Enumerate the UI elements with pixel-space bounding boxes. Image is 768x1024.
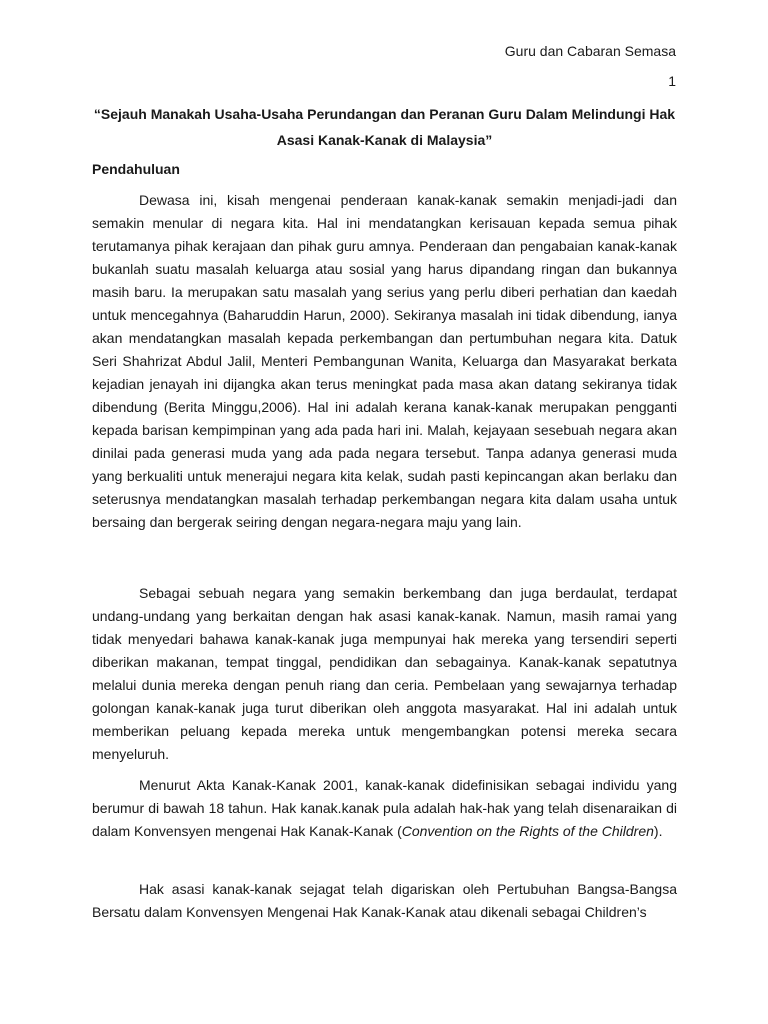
- page-number: 1: [668, 73, 676, 89]
- body-paragraph: [92, 774, 677, 843]
- running-header-title: Guru dan Cabaran Semasa: [504, 43, 676, 59]
- paragraph-text: ).: [653, 823, 663, 839]
- italic-citation: Convention on the Rights of the Children: [401, 823, 654, 839]
- paragraph-text: Menurut Akta Kanak-Kanak 2001, kanak-kanak didefinisikan sebagai individu yang berumur di bawah 18 tahun. Hak kanak.kanak pula adalah hak-hak yang telah disenaraikan di dalam Konvensyen mengenai Hak Kanak-Kanak (: [92, 777, 677, 839]
- document-title: “Sejauh Manakah Usaha-Usaha Perundangan dan Peranan Guru Dalam Melindungi Hak Asasi Kanak-Kanak di Malaysia”: [93, 106, 676, 148]
- body-paragraph: Dewasa ini, kisah mengenai penderaan kanak-kanak semakin menjadi-jadi dan semakin menular di negara kita. Hal ini mendatangkan kerisauan kepada semua pihak terutamanya pihak kerajaan dan pihak guru amnya. Penderaan dan pengabaian kanak-kanak bukanlah suatu masalah keluarga atau sosial yang harus dipandang ringan dan bukannya masih baru. Ia merupakan satu masalah yang serius yang perlu diberi perhatian dan kaedah untuk mencegahnya (Baharuddin Harun, 2000). Sekiranya masalah ini tidak dibendung, ianya akan mendatangkan masalah kepada perkembangan dan pertumbuhan negara kita. Datuk Seri Shahrizat Abdul Jalil, Menteri Pembangunan Wanita, Keluarga dan Masyarakat berkata kejadian jenayah ini dijangka akan terus meningkat pada masa akan datang sekiranya tidak dibendung (Berita Minggu,2006). Hal ini adalah kerana kanak-kanak merupakan pengganti kepada barisan kempimpinan yang ada pada hari ini. Malah, kejayaan sesebuah negara akan dinilai pada generasi muda yang ada pada negara tersebut. Tanpa adanya generasi muda yang berkualiti untuk menerajui negara kita kelak, sudah pasti kepincangan akan berlaku dan seterusnya mendatangkan masalah terhadap perkembangan negara kita dalam usaha untuk bersaing dan bergerak seiring dengan negara-negara maju yang lain.: [92, 192, 677, 530]
- body-paragraph: Hak asasi kanak-kanak sejagat telah digariskan oleh Pertubuhan Bangsa-Bangsa Bersatu dalam Konvensyen Mengenai Hak Kanak-Kanak atau dikenali sebagai Children’s: [92, 881, 677, 920]
- section-heading: Pendahuluan: [92, 161, 180, 177]
- body-paragraph: Sebagai sebuah negara yang semakin berkembang dan juga berdaulat, terdapat undang-undang yang berkaitan dengan hak asasi kanak-kanak. Namun, masih ramai yang tidak menyedari bahawa kanak-kanak juga mempunyai hak mereka yang tersendiri seperti diberikan makanan, tempat tinggal, pendidikan dan sebagainya. Kanak-kanak sepatutnya melalui dunia mereka dengan penuh riang dan ceria. Pembelaan yang sewajarnya terhadap golongan kanak-kanak juga turut diberikan oleh anggota masyarakat. Hal ini adalah untuk memberikan peluang kepada mereka untuk mengembangkan potensi mereka secara menyeluruh.: [92, 585, 677, 762]
